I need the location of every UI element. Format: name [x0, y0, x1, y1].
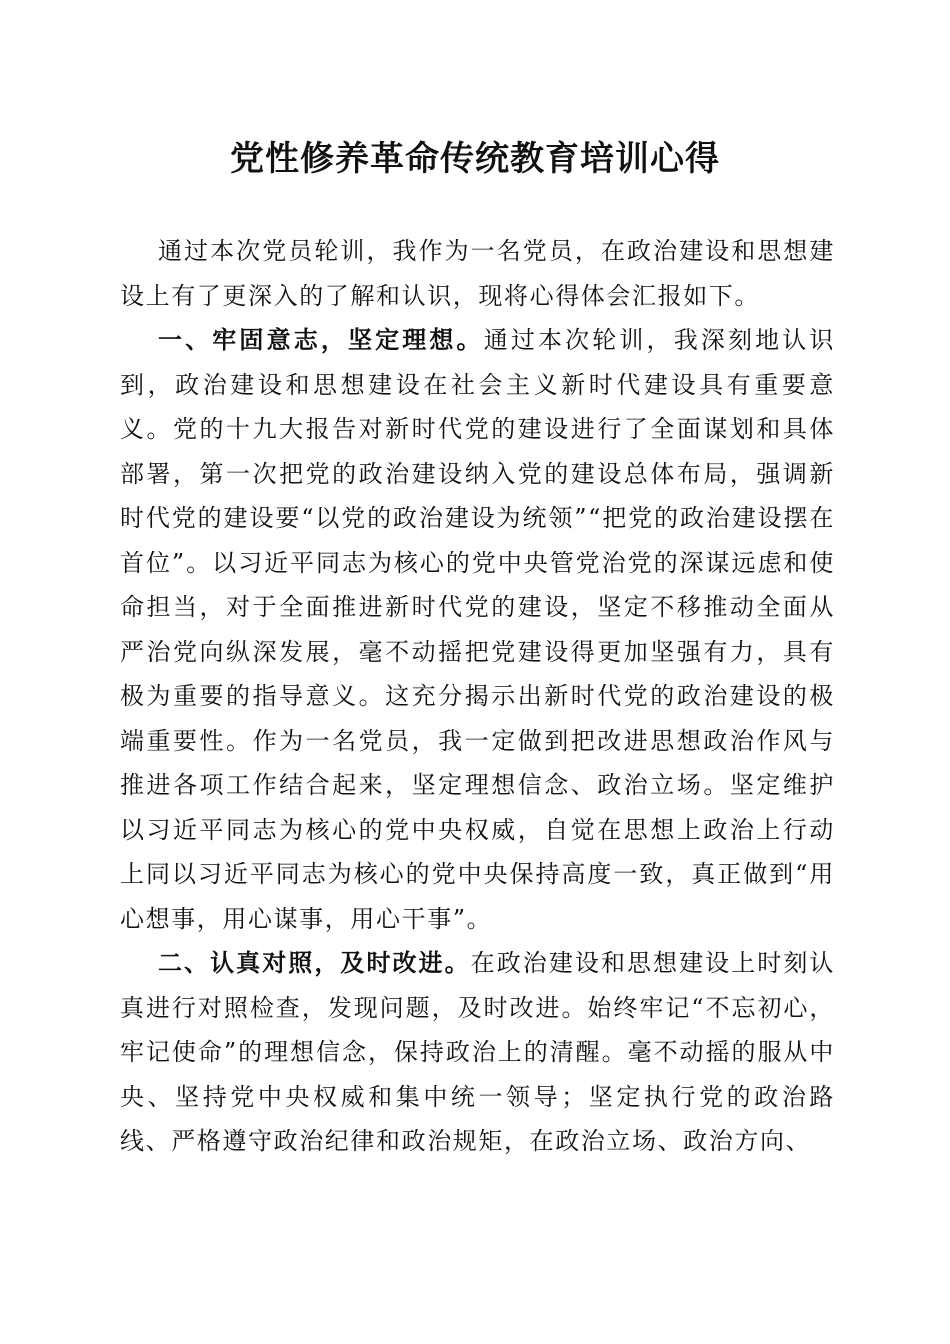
document-body: [120, 229, 835, 1164]
paragraph-intro: [120, 229, 835, 318]
paragraph-text: 通过本次轮训，我深刻地认识到，政治建设和思想建设在社会主义新时代建设具有重要意义。党的十九大报告对新时代党的建设进行了全面谋划和具体部署，第一次把党的政治建设纳入党的建设总体布局，强调新时代党的建设要“以党的政治建设为统领”“把党的政治建设摆在首位”。以习近平同志为核心的党中央管党治党的深谋远虑和使命担当，对于全面推进新时代党的建设，坚定不移推动全面从严治党向纵深发展，毫不动摇把党建设得更加坚强有力，具有极为重要的指导意义。这充分揭示出新时代党的政治建设的极端重要性。作为一名党员，我一定做到把改进思想政治作风与推进各项工作结合起来，坚定理想信念、政治立场。坚定维护以习近平同志为核心的党中央权威，自觉在思想上政治上行动上同以习近平同志为核心的党中央保持高度一致，真正做到“用心想事，用心谋事，用心干事”。: [120, 326, 835, 933]
paragraph-text: 在政治建设和思想建设上时刻认真进行对照检查，发现问题，及时改进。始终牢记“不忘初心，牢记使命”的理想信念，保持政治上的清醒。毫不动摇的服从中央、坚持党中央权威和集中统一领导；坚定执行党的政治路线、严格遵守政治纪律和政治规矩，在政治立场、政治方向、: [120, 949, 835, 1155]
page-title: 党性修养革命传统教育培训心得: [230, 139, 720, 179]
paragraph-section-one: [120, 318, 835, 941]
section-heading: 二、认真对照，及时改进。: [158, 948, 471, 977]
paragraph-section-two: [120, 941, 835, 1164]
paragraph-text: 通过本次党员轮训，我作为一名党员，在政治建设和思想建设上有了更深入的了解和认识，现将心得体会汇报如下。: [120, 237, 835, 310]
section-heading: 一、牢固意志，坚定理想。: [158, 325, 484, 354]
